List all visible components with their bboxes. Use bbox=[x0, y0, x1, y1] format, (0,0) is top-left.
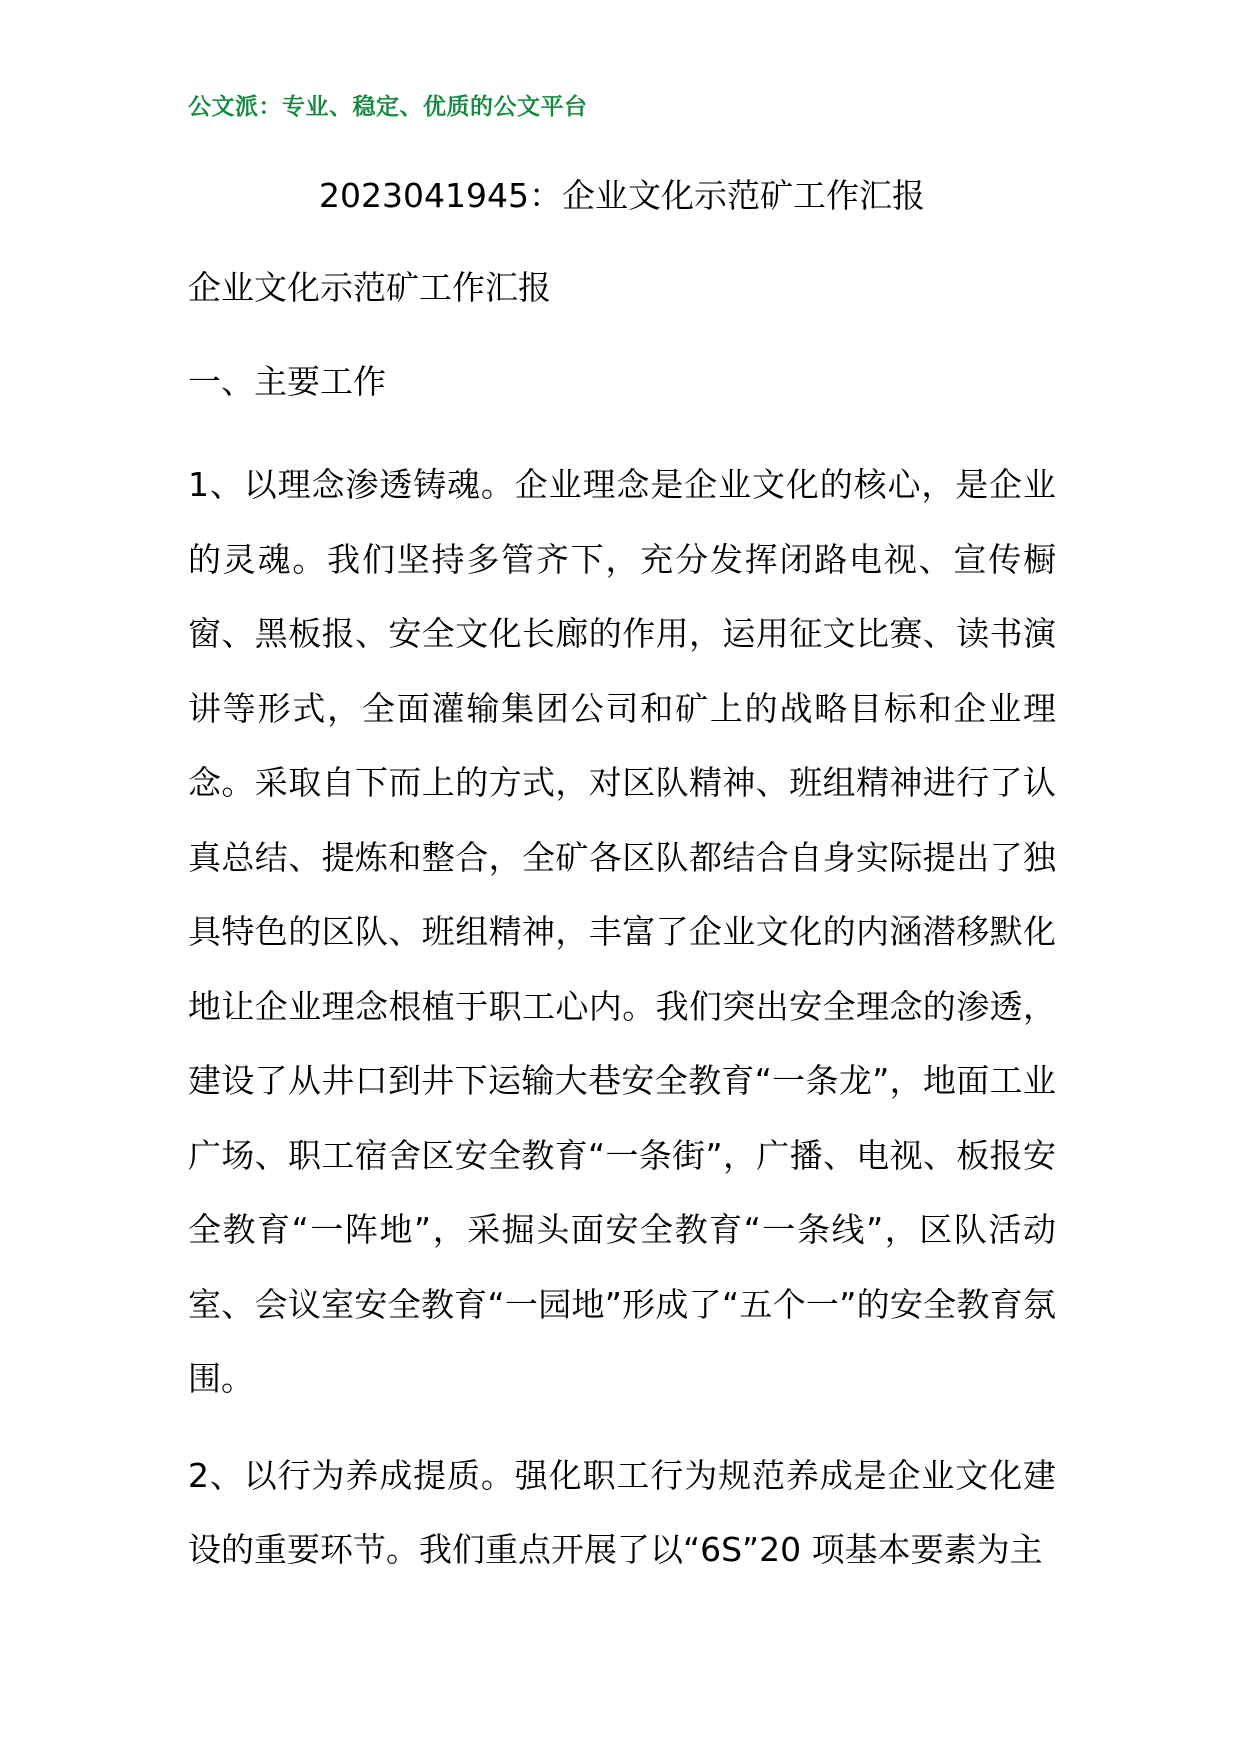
document-body bbox=[188, 168, 1056, 1610]
section-heading: 一、主要工作 bbox=[188, 362, 386, 401]
document-subtitle: 企业文化示范矿工作汇报 bbox=[188, 268, 551, 307]
paragraph-1: 1、以理念渗透铸魂。企业理念是企业文化的核心，是企业的灵魂。我们坚持多管齐下，充分发挥闭路电视、宣传橱窗、黑板报、安全文化长廊的作用，运用征文比赛、读书演讲等形式，全面灌输集团公司和矿上的战略目标和企业理念。采取自下而上的方式，对区队精神、班组精神进行了认真总结、提炼和整合，全矿各区队都结合自身实际提出了独具特色的区队、班组精神，丰富了企业文化的内涵潜移默化地让企业理念根植于职工心内。我们突出安全理念的渗透，建设了从井口到井下运输大巷安全教育“一条龙”，地面工业广场、职工宿舍区安全教育“一条街”，广播、电视、板报安全教育“一阵地”，采掘头面安全教育“一条线”，区队活动室、会议室安全教育“一园地”形成了“五个一”的安全教育氛围。 bbox=[188, 465, 1056, 1398]
document-title: 2023041945：企业文化示范矿工作汇报 bbox=[319, 176, 925, 215]
platform-banner: 公文派：专业、稳定、优质的公文平台 bbox=[188, 94, 588, 120]
paragraph-2: 2、以行为养成提质。强化职工行为规范养成是企业文化建设的重要环节。我们重点开展了以“6S”20 项基本要素为主 bbox=[188, 1455, 1056, 1569]
